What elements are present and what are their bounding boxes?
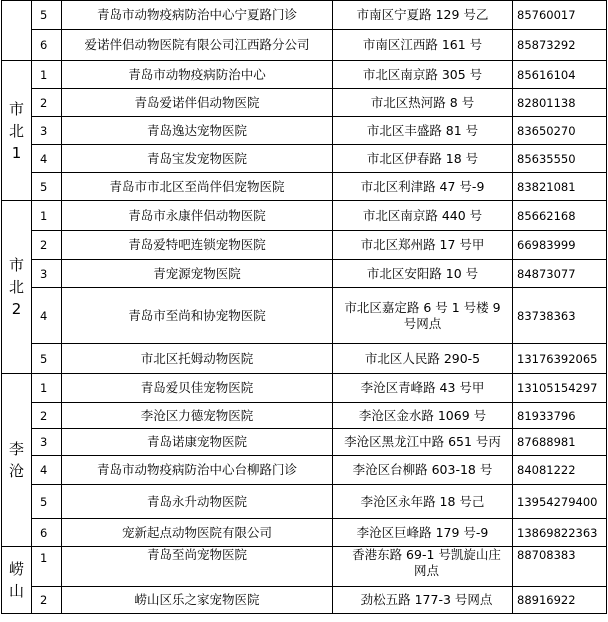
hospital-phone: 85662168 bbox=[513, 201, 607, 231]
hospital-name: 青岛爱诺伴侣动物医院 bbox=[62, 89, 333, 117]
hospital-name: 宠新起点动物医院有限公司 bbox=[62, 519, 333, 547]
table-row bbox=[2, 89, 607, 117]
table-row bbox=[2, 231, 607, 260]
hospital-address: 市北区南京路 305 号 bbox=[333, 61, 513, 89]
region-char: 沧 bbox=[8, 462, 24, 480]
region-char: 市 bbox=[8, 99, 24, 118]
region-char: 2 bbox=[11, 300, 22, 318]
hospital-address: 市南区宁夏路 129 号乙 bbox=[333, 1, 513, 30]
hospital-name: 青岛至尚宠物医院 bbox=[62, 547, 333, 587]
row-index: 3 bbox=[32, 429, 62, 456]
hospital-phone: 13954279400 bbox=[513, 485, 607, 519]
table-row bbox=[2, 403, 607, 429]
table-row bbox=[2, 547, 607, 587]
table-row bbox=[2, 374, 607, 403]
hospital-phone: 13869822363 bbox=[513, 519, 607, 547]
hospital-name: 青岛爱特吧连锁宠物医院 bbox=[62, 231, 333, 260]
region-char: 山 bbox=[8, 582, 24, 600]
row-index: 3 bbox=[32, 260, 62, 288]
region-licang bbox=[2, 374, 32, 547]
region-char: 北 bbox=[8, 121, 24, 140]
vet-hospital-table bbox=[1, 0, 607, 614]
region-shibei-2 bbox=[2, 201, 32, 374]
hospital-name: 崂山区乐之家宠物医院 bbox=[62, 587, 333, 614]
table-row bbox=[2, 173, 607, 201]
row-index: 4 bbox=[32, 456, 62, 485]
row-index: 6 bbox=[32, 30, 62, 61]
address-line: 网点 bbox=[413, 563, 439, 578]
table-row bbox=[2, 456, 607, 485]
hospital-name: 青岛市市北区至尚伴侣宠物医院 bbox=[62, 173, 333, 201]
hospital-name: 青岛市动物疫病防治中心台柳路门诊 bbox=[62, 456, 333, 485]
hospital-address: 市北区热河路 8 号 bbox=[333, 89, 513, 117]
table-row bbox=[2, 429, 607, 456]
table-row bbox=[2, 117, 607, 145]
table-row bbox=[2, 344, 607, 374]
table-row bbox=[2, 587, 607, 614]
hospital-phone: 85616104 bbox=[513, 61, 607, 89]
row-index: 2 bbox=[32, 231, 62, 260]
row-index: 6 bbox=[32, 519, 62, 547]
hospital-address: 劲松五路 177-3 号网点 bbox=[333, 587, 513, 614]
row-index: 2 bbox=[32, 403, 62, 429]
hospital-address: 市北区郑州路 17 号甲 bbox=[333, 231, 513, 260]
hospital-address: 李沧区巨峰路 179 号-9 bbox=[333, 519, 513, 547]
row-index: 5 bbox=[32, 173, 62, 201]
hospital-phone: 83738363 bbox=[513, 288, 607, 344]
hospital-name: 青岛市永康伴侣动物医院 bbox=[62, 201, 333, 231]
region-laoshan bbox=[2, 547, 32, 614]
region-char: 市 bbox=[8, 256, 24, 274]
row-index: 1 bbox=[32, 201, 62, 231]
hospital-phone: 66983999 bbox=[513, 231, 607, 260]
hospital-name: 爱诺伴侣动物医院有限公司江西路分公司 bbox=[62, 30, 333, 61]
region-char: 1 bbox=[11, 143, 22, 162]
hospital-phone: 13176392065 bbox=[513, 344, 607, 374]
hospital-phone: 88708383 bbox=[513, 547, 607, 587]
hospital-phone: 81933796 bbox=[513, 403, 607, 429]
row-index: 5 bbox=[32, 1, 62, 30]
hospital-address: 市北区安阳路 10 号 bbox=[333, 260, 513, 288]
row-index: 2 bbox=[32, 587, 62, 614]
hospital-address: 李沧区青峰路 43 号甲 bbox=[333, 374, 513, 403]
row-index: 1 bbox=[32, 61, 62, 89]
hospital-address: 市南区江西路 161 号 bbox=[333, 30, 513, 61]
table-row bbox=[2, 30, 607, 61]
hospital-phone: 83821081 bbox=[513, 173, 607, 201]
hospital-phone: 85873292 bbox=[513, 30, 607, 61]
row-index: 5 bbox=[32, 485, 62, 519]
hospital-address: 李沧区金水路 1069 号 bbox=[333, 403, 513, 429]
region-cell-continued bbox=[2, 1, 32, 61]
row-index: 4 bbox=[32, 288, 62, 344]
hospital-phone: 87688981 bbox=[513, 429, 607, 456]
hospital-phone: 83650270 bbox=[513, 117, 607, 145]
region-char: 北 bbox=[8, 278, 24, 296]
hospital-name: 青岛永升动物医院 bbox=[62, 485, 333, 519]
hospital-phone: 88916922 bbox=[513, 587, 607, 614]
table-row bbox=[2, 145, 607, 173]
hospital-name: 青岛市至尚和协宠物医院 bbox=[62, 288, 333, 344]
row-index: 1 bbox=[32, 374, 62, 403]
table-row bbox=[2, 61, 607, 89]
table-row bbox=[2, 201, 607, 231]
row-index: 2 bbox=[32, 89, 62, 117]
row-index: 3 bbox=[32, 117, 62, 145]
hospital-phone: 13105154297 bbox=[513, 374, 607, 403]
hospital-name: 青岛宝发宠物医院 bbox=[62, 145, 333, 173]
hospital-address: 李沧区台柳路 603-18 号 bbox=[333, 456, 513, 485]
hospital-address bbox=[333, 547, 513, 587]
hospital-name: 青岛诺康宠物医院 bbox=[62, 429, 333, 456]
table-row bbox=[2, 1, 607, 30]
hospital-name: 青岛爱贝佳宠物医院 bbox=[62, 374, 333, 403]
hospital-address: 市北区人民路 290-5 bbox=[333, 344, 513, 374]
hospital-address: 市北区丰盛路 81 号 bbox=[333, 117, 513, 145]
hospital-phone: 84873077 bbox=[513, 260, 607, 288]
hospital-name: 青岛市动物疫病防治中心 bbox=[62, 61, 333, 89]
hospital-phone: 85760017 bbox=[513, 1, 607, 30]
hospital-address: 李沧区永年路 18 号己 bbox=[333, 485, 513, 519]
table-row bbox=[2, 485, 607, 519]
region-shibei-1 bbox=[2, 61, 32, 201]
hospital-address: 李沧区黑龙江中路 651 号丙 bbox=[333, 429, 513, 456]
hospital-address: 市北区南京路 440 号 bbox=[333, 201, 513, 231]
hospital-name: 市北区托姆动物医院 bbox=[62, 344, 333, 374]
region-char: 李 bbox=[8, 440, 24, 458]
address-line: 号网点 bbox=[403, 315, 442, 331]
hospital-name: 青宠源宠物医院 bbox=[62, 260, 333, 288]
address-line: 香港东路 69-1 号凯旋山庄 bbox=[352, 547, 501, 562]
table-row bbox=[2, 260, 607, 288]
row-index: 4 bbox=[32, 145, 62, 173]
hospital-phone: 82801138 bbox=[513, 89, 607, 117]
hospital-phone: 85635550 bbox=[513, 145, 607, 173]
hospital-phone: 84081222 bbox=[513, 456, 607, 485]
row-index: 1 bbox=[32, 547, 62, 587]
table-row bbox=[2, 288, 607, 344]
hospital-name: 青岛逸达宠物医院 bbox=[62, 117, 333, 145]
row-index: 5 bbox=[32, 344, 62, 374]
hospital-name: 李沧区力德宠物医院 bbox=[62, 403, 333, 429]
hospital-address: 市北区利津路 47 号-9 bbox=[333, 173, 513, 201]
address-line: 市北区嘉定路 6 号 1 号楼 9 bbox=[344, 299, 501, 315]
hospital-address: 市北区伊春路 18 号 bbox=[333, 145, 513, 173]
region-char: 崂 bbox=[8, 560, 24, 578]
hospital-address bbox=[333, 288, 513, 344]
table-row bbox=[2, 519, 607, 547]
hospital-name: 青岛市动物疫病防治中心宁夏路门诊 bbox=[62, 1, 333, 30]
